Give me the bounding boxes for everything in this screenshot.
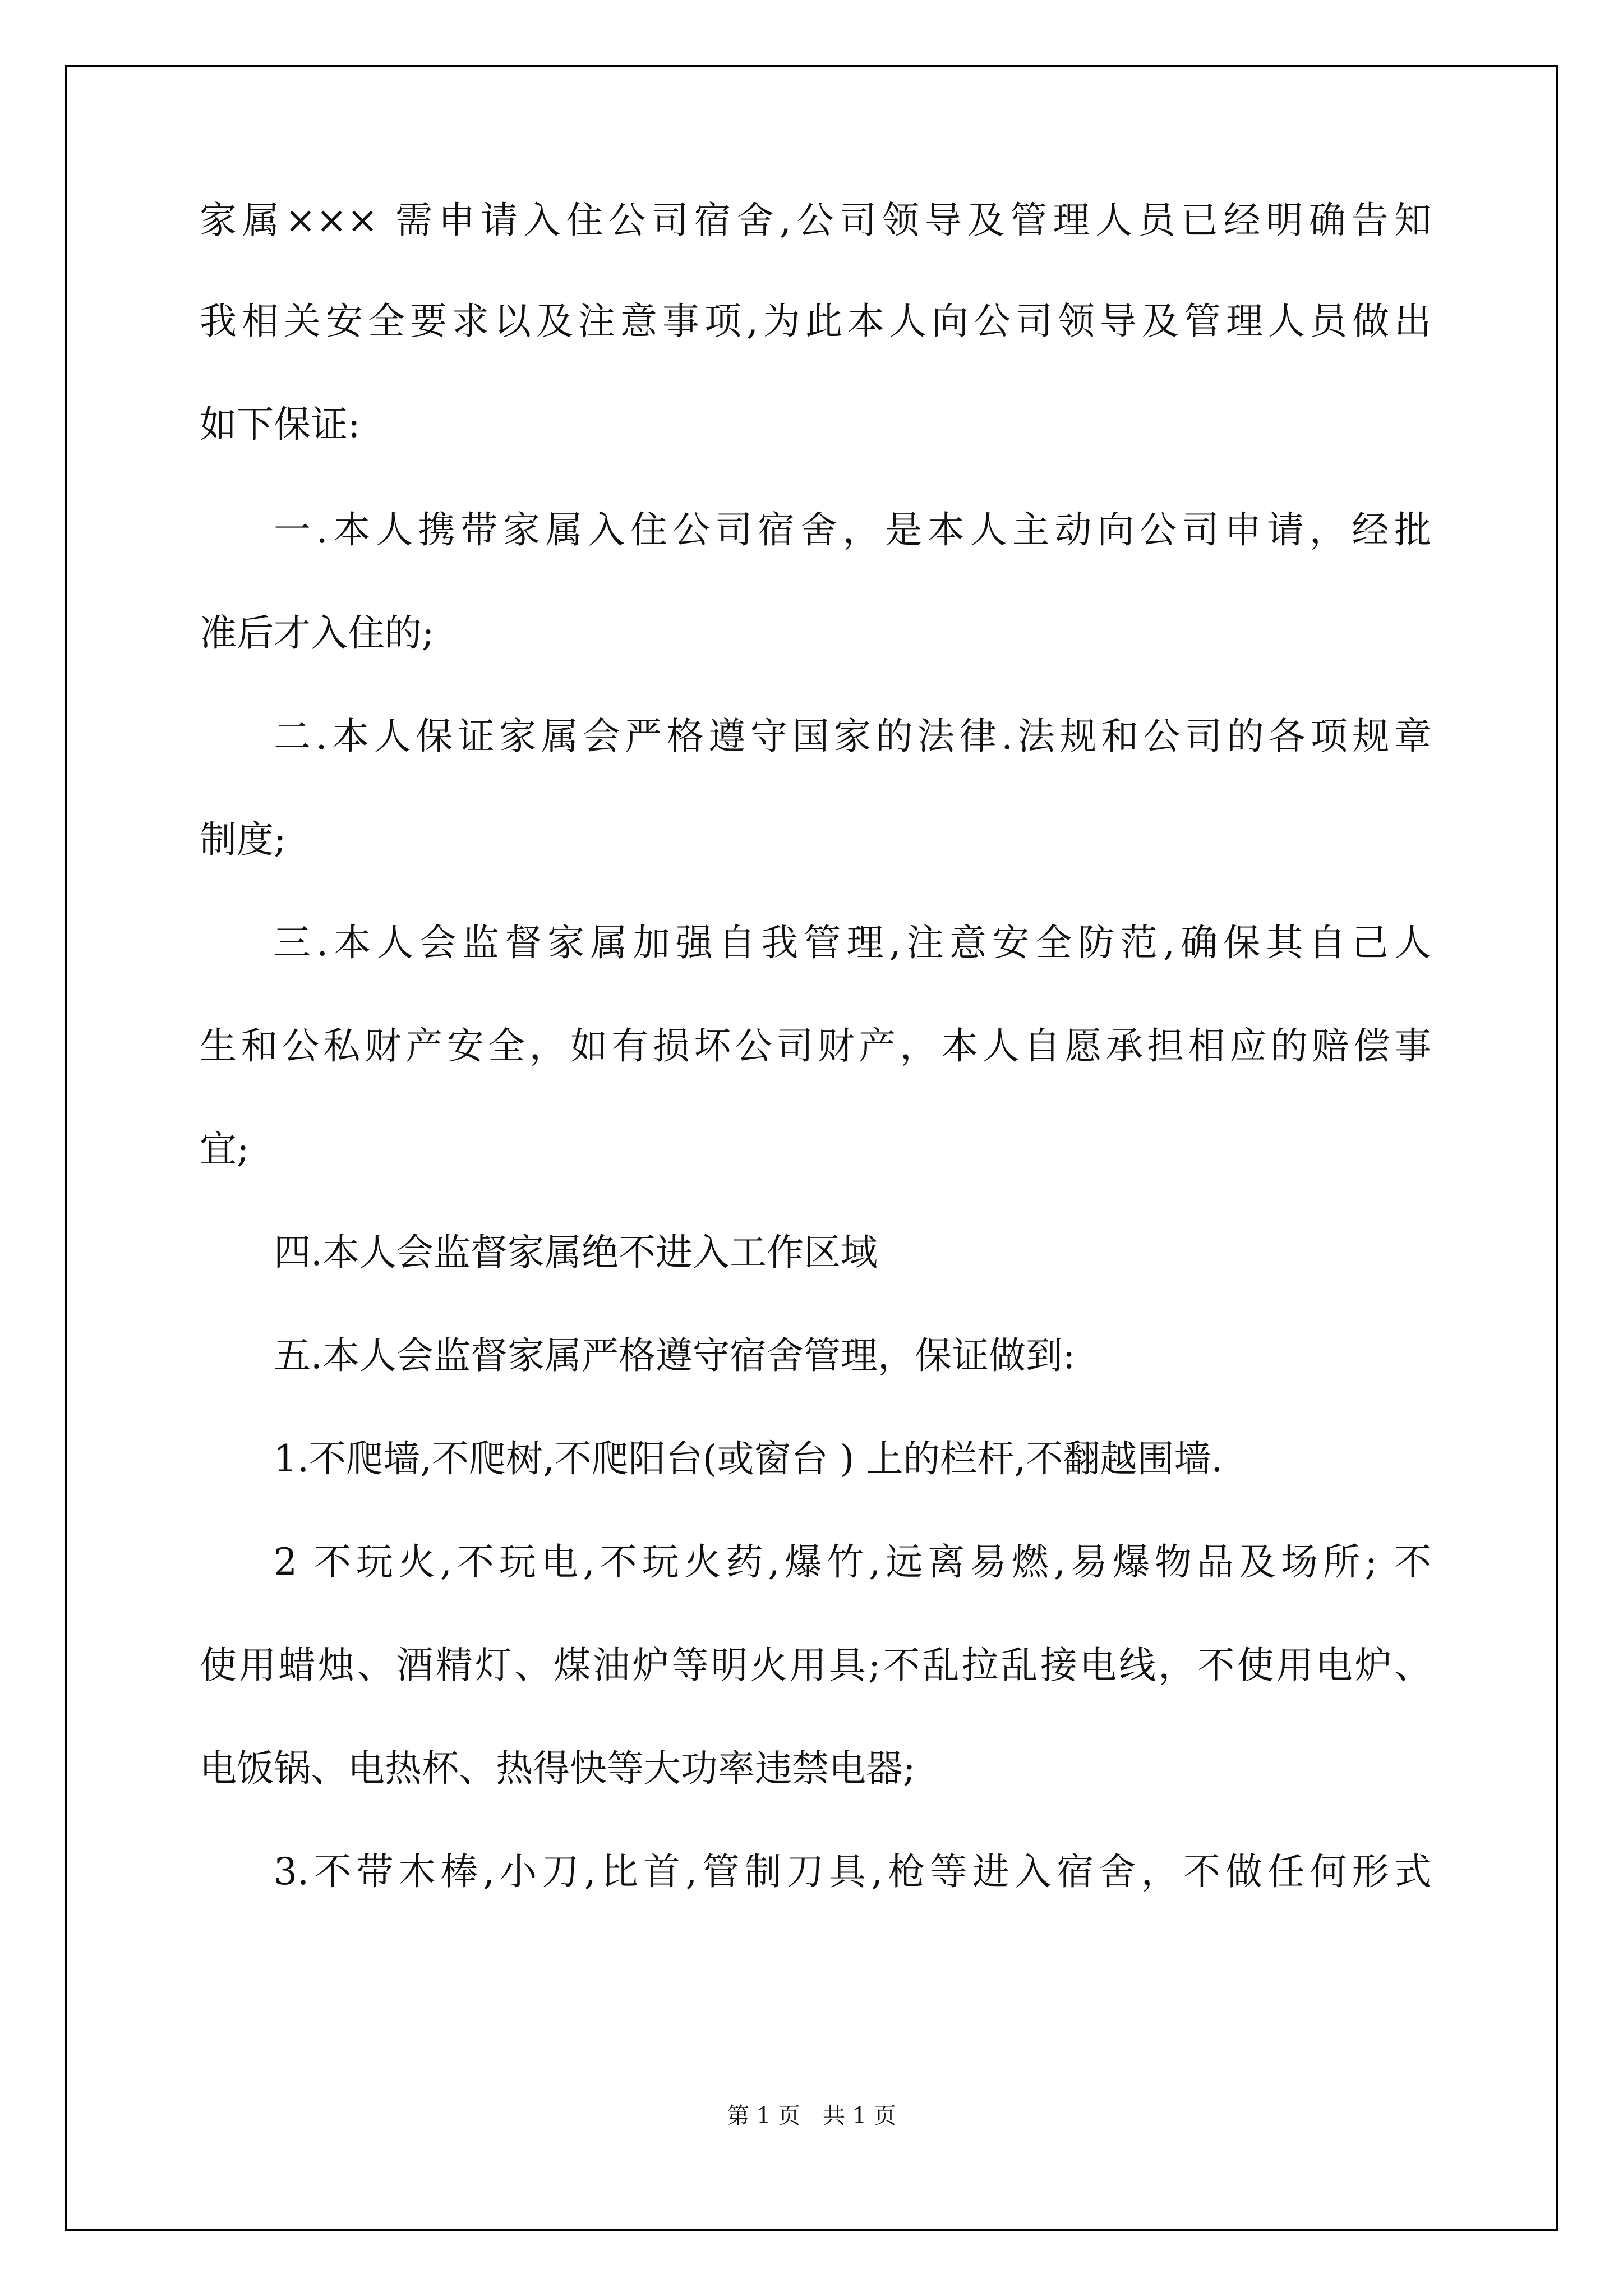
- text-line: 1.不爬墙,不爬树,不爬阳台(或窗台 ) 上的栏杆,不翻越围墙.: [274, 1437, 1223, 1480]
- text-line: 如下保证:: [200, 403, 361, 446]
- text-line: 生和公私财产安全，如有损坏公司财产，本人自愿承担相应的赔偿事: [200, 1024, 1431, 1068]
- text-line: 三.本人会监督家属加强自我管理,注意安全防范,确保其自己人: [274, 921, 1431, 964]
- text-line: 使用蜡烛、酒精灯、煤油炉等明火用具;不乱拉乱接电线，不使用电炉、: [200, 1644, 1431, 1687]
- text-line: 我相关安全要求以及注意事项,为此本人向公司领导及管理人员做出: [200, 300, 1431, 343]
- text-line: 2 不玩火,不玩电,不玩火药,爆竹,远离易燃,易爆物品及场所; 不: [274, 1540, 1431, 1584]
- text-line: 四.本人会监督家属绝不进入工作区域: [274, 1231, 878, 1274]
- text-line: 二.本人保证家属会严格遵守国家的法律.法规和公司的各项规章: [274, 715, 1431, 758]
- text-line: 一.本人携带家属入住公司宿舍，是本人主动向公司申请，经批: [274, 508, 1431, 551]
- text-line: 准后才入住的;: [200, 611, 435, 655]
- text-line: 电饭锅、电热杯、热得快等大功率违禁电器;: [200, 1747, 916, 1790]
- text-line: 五.本人会监督家属严格遵守宿舍管理，保证做到:: [274, 1334, 1076, 1377]
- text-line: 制度;: [200, 818, 287, 861]
- text-line: 家属××× 需申请入住公司宿舍,公司领导及管理人员已经明确告知: [200, 199, 1431, 242]
- text-line: 3.不带木棒,小刀,比首,管制刀具,枪等进入宿舍，不做任何形式: [274, 1850, 1431, 1893]
- text-line: 宜;: [200, 1128, 250, 1171]
- page-border: [65, 65, 1558, 2231]
- page-number-footer: 第 1 页 共 1 页: [727, 2103, 896, 2129]
